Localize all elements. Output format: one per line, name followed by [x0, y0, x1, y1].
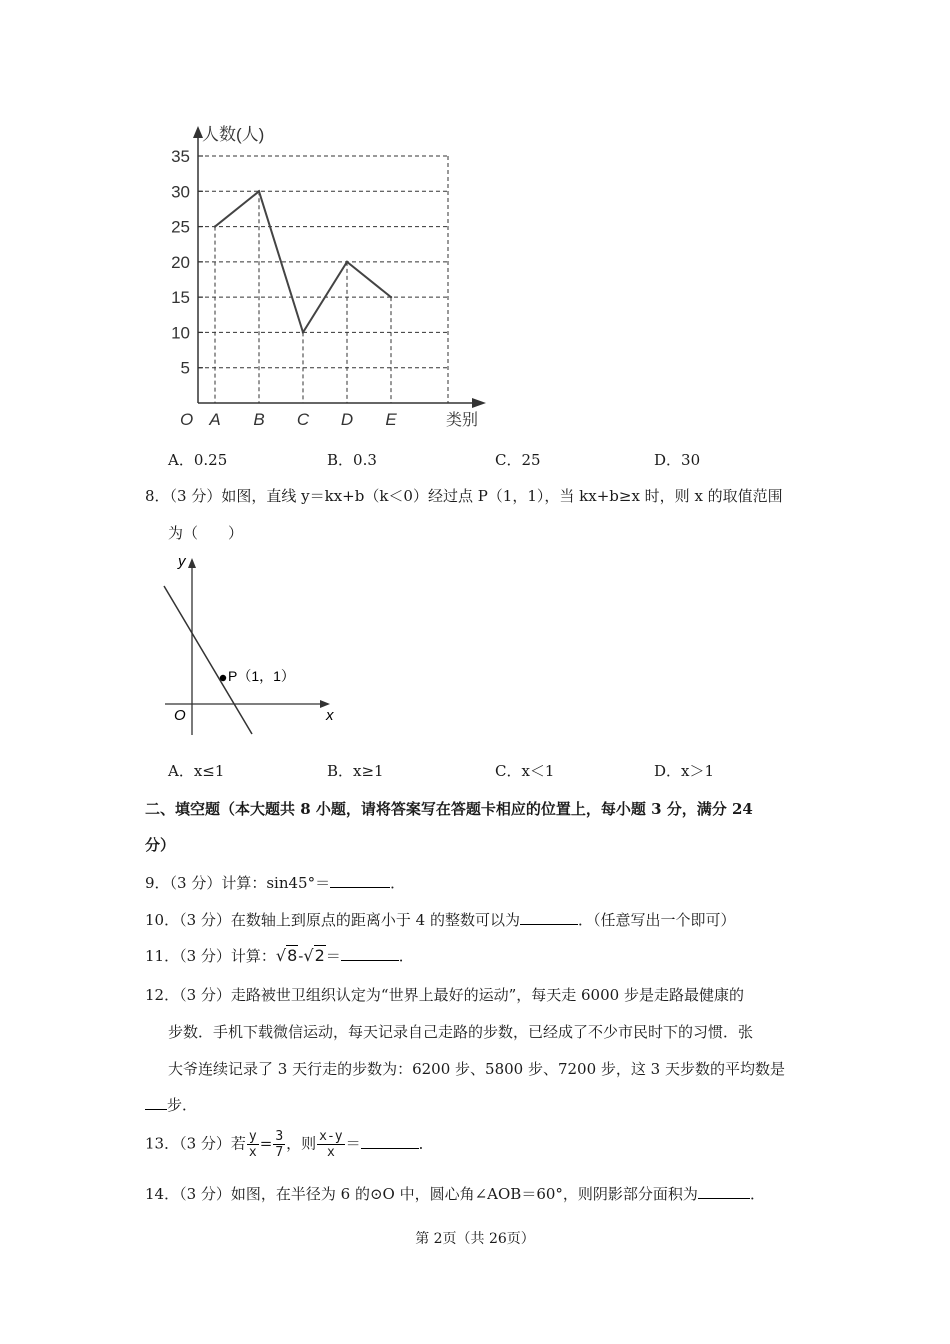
- q12-line1: 12．（3 分）走路被世卫组织认定为“世界上最好的运动”，每天走 6000 步是走路最健康的: [145, 986, 744, 1004]
- q13-answer-blank[interactable]: [361, 1147, 419, 1149]
- q11-answer-blank[interactable]: [341, 959, 399, 961]
- q10-text: 10．（3 分）在数轴上到原点的距离小于 4 的整数可以为: [145, 911, 520, 929]
- chart-y-tick-label: 20: [171, 252, 190, 272]
- q10-answer-blank[interactable]: [520, 923, 578, 925]
- chart-y-tick-label: 35: [171, 147, 190, 166]
- section-2-heading-line1: 二、填空题（本大题共 8 小题，请将答案写在答题卡相应的位置上，每小题 3 分，满分 24: [145, 800, 753, 818]
- chart-y-tick-label: 25: [171, 217, 190, 237]
- sqrt-2: √2: [303, 946, 325, 965]
- q8-option-b: B．x≥1: [327, 762, 384, 780]
- q8-option-a: A．x≤1: [168, 762, 225, 780]
- chart-x-tick-label: E: [385, 410, 397, 429]
- q12-line2: 步数．手机下载微信运动，每天记录自己走路的步数，已经成了不少市民时下的习惯．张: [168, 1023, 754, 1041]
- chart-x-axis-label: 类别: [446, 412, 479, 429]
- q8-origin-label: O: [174, 707, 186, 724]
- q11: 11．（3 分）计算：√8-√2＝ ．: [145, 946, 414, 965]
- chart-x-tick-label: C: [296, 410, 310, 429]
- q8-point-p: [220, 675, 226, 681]
- q7-option-b: B．0.3: [327, 451, 377, 469]
- chart-y-tick-label: 30: [171, 182, 190, 202]
- chart-x-tick-label: A: [209, 410, 221, 429]
- chart-y-tick-label: 10: [171, 323, 190, 343]
- q8-option-c: C．x＜1: [495, 762, 555, 780]
- chart-point-A: [214, 225, 216, 227]
- chart-point-C: [302, 331, 304, 333]
- chart-origin-label: O: [180, 410, 194, 429]
- q13: 13．（3 分）若 $\frac{y}{x}$ = $\frac{3}{7}$ ，则 $\frac{x-y}{x}$ ＝ ．: [145, 1129, 434, 1160]
- q9: 9．（3 分）计算：sin45°＝ ．: [145, 874, 406, 892]
- q8-y-label: y: [178, 553, 186, 570]
- q8-x-label: x: [326, 707, 334, 724]
- chart-y-axis-label: 人数(人): [202, 125, 265, 144]
- page-footer: 第 2页（共 26页）: [415, 1231, 535, 1247]
- q8-option-d: D．x＞1: [654, 762, 715, 780]
- fraction-3-over-7: $\frac{3}{7}$: [275, 1129, 284, 1160]
- chart-x-tick-label: D: [340, 410, 354, 429]
- fraction-x-minus-y-over-x: $\frac{x-y}{x}$: [319, 1129, 343, 1160]
- q14-answer-blank[interactable]: [698, 1197, 750, 1199]
- q9-text: 9．（3 分）计算：sin45°＝: [145, 874, 331, 892]
- q9-answer-blank[interactable]: [330, 886, 390, 888]
- q8-line-graph: [160, 550, 340, 740]
- q11-text: 11．（3 分）计算：: [145, 947, 276, 965]
- q10: 10．（3 分）在数轴上到原点的距离小于 4 的整数可以为 ．（任意写出一个即可）: [145, 911, 736, 929]
- q12-answer-blank[interactable]: [145, 1108, 167, 1110]
- sqrt-8: √8: [275, 946, 298, 965]
- q14: 14．（3 分）如图，在半径为 6 的⊙O 中，圆心角∠AOB＝60°，则阴影部分面积为 ．: [145, 1185, 765, 1203]
- q7-line-chart: [160, 118, 500, 436]
- q8-stem-line2: 为（ ）: [168, 524, 244, 542]
- q8-point-label: P（1，1）: [228, 668, 295, 684]
- q12-line3: 大爷连续记录了 3 天行走的步数为：6200 步、5800 步、7200 步，这 3 天步数的平均数是: [168, 1060, 785, 1078]
- q14-text: 14．（3 分）如图，在半径为 6 的⊙O 中，圆心角∠AOB＝60°，则阴影部分面积为: [145, 1185, 698, 1203]
- chart-y-tick-label: 5: [180, 358, 190, 378]
- chart-point-B: [258, 190, 260, 192]
- q12-line4: 步．: [145, 1094, 197, 1115]
- chart-point-D: [346, 261, 348, 263]
- fraction-y-over-x: $\frac{y}{x}$: [248, 1129, 257, 1160]
- q7-option-d: D．30: [654, 451, 701, 469]
- q13-text: 13．（3 分）若: [145, 1134, 246, 1153]
- chart-x-tick-label: B: [253, 410, 265, 429]
- section-2-heading-line2: 分）: [145, 836, 176, 854]
- chart-y-tick-label: 15: [171, 288, 190, 308]
- q7-option-a: A．0.25: [168, 451, 228, 469]
- q8-stem-line1: 8．（3 分）如图，直线 y＝kx+b（k＜0）经过点 P（1，1），当 kx+b≥x 时，则 x 的取值范围: [145, 487, 783, 505]
- chart-point-E: [390, 296, 392, 298]
- q7-option-c: C．25: [495, 451, 541, 469]
